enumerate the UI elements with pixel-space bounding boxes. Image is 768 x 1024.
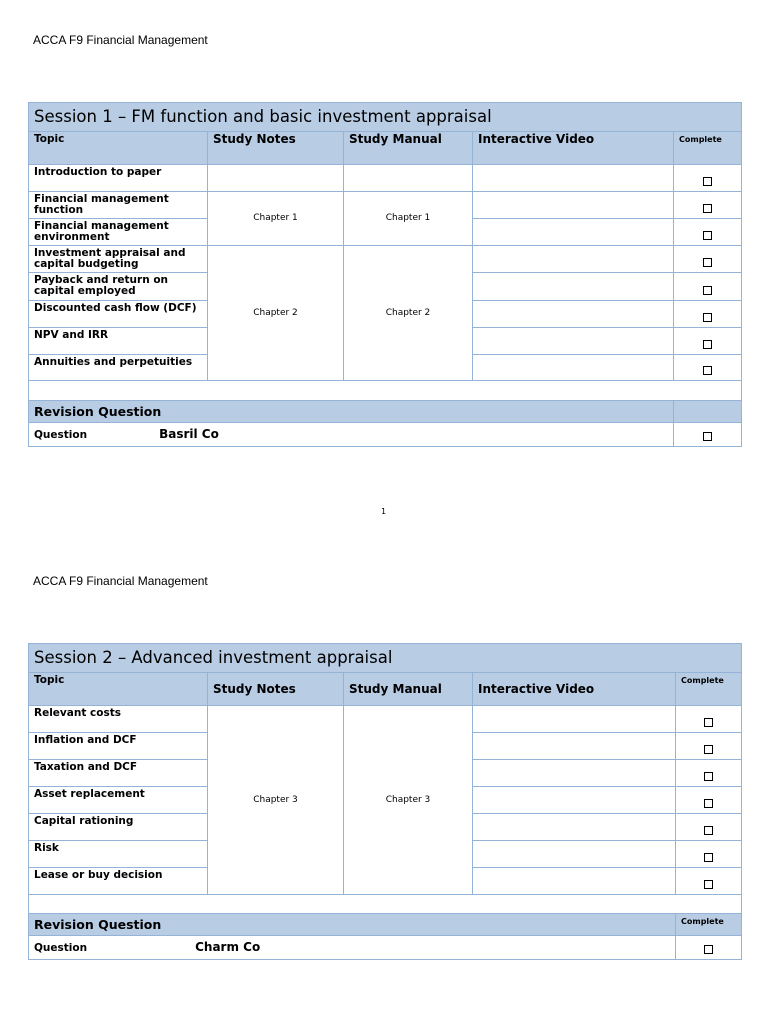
- video-cell[interactable]: [473, 841, 676, 868]
- topic-cell: Capital rationing: [29, 814, 208, 841]
- column-header-interactive-video: Interactive Video: [473, 673, 676, 706]
- complete-cell: [674, 301, 742, 328]
- complete-cell: [674, 219, 742, 246]
- video-cell[interactable]: [473, 787, 676, 814]
- topic-cell: Asset replacement: [29, 787, 208, 814]
- complete-cell: [674, 423, 742, 447]
- complete-checkbox[interactable]: [704, 945, 713, 954]
- column-header-complete: Complete: [676, 673, 742, 706]
- spacer-row: [29, 381, 742, 401]
- topic-cell: Payback and return on capital employed: [29, 273, 208, 301]
- video-cell[interactable]: [473, 760, 676, 787]
- study-manual-chapter[interactable]: Chapter 3: [344, 706, 473, 895]
- column-header-study-manual: Study Manual: [344, 673, 473, 706]
- complete-checkbox[interactable]: [703, 340, 712, 349]
- document-header: ACCA F9 Financial Management: [33, 33, 208, 47]
- complete-cell: [676, 760, 742, 787]
- revision-complete-header: Complete: [676, 914, 742, 936]
- topic-cell: Financial management environment: [29, 219, 208, 246]
- complete-cell: [676, 733, 742, 760]
- revision-question-header: Revision Question: [29, 914, 676, 936]
- table-row: [29, 246, 742, 273]
- column-header-interactive-video: Interactive Video: [473, 132, 674, 165]
- page-number: 1: [381, 507, 387, 516]
- question-label: Question: [34, 941, 88, 954]
- complete-checkbox[interactable]: [703, 258, 712, 267]
- spacer-cell: [29, 895, 742, 914]
- column-header-topic: Topic: [29, 673, 208, 706]
- complete-checkbox[interactable]: [704, 826, 713, 835]
- complete-checkbox[interactable]: [703, 286, 712, 295]
- video-cell[interactable]: [473, 219, 674, 246]
- complete-checkbox[interactable]: [704, 853, 713, 862]
- question-cell: [29, 423, 674, 447]
- topic-cell: NPV and IRR: [29, 328, 208, 355]
- complete-cell: [674, 165, 742, 192]
- column-header-study-manual: Study Manual: [344, 132, 473, 165]
- revision-complete-header: [674, 401, 742, 423]
- complete-cell: [674, 355, 742, 381]
- video-cell[interactable]: [473, 165, 674, 192]
- complete-checkbox[interactable]: [703, 432, 712, 441]
- question-name[interactable]: Charm Co: [195, 939, 261, 954]
- complete-checkbox[interactable]: [703, 204, 712, 213]
- video-cell[interactable]: [473, 814, 676, 841]
- study-notes-chapter[interactable]: Chapter 2: [208, 246, 344, 381]
- complete-checkbox[interactable]: [703, 366, 712, 375]
- complete-cell: [676, 868, 742, 895]
- study-manual-cell: [344, 165, 473, 192]
- complete-checkbox[interactable]: [703, 231, 712, 240]
- complete-cell: [676, 936, 742, 960]
- spacer-row: [29, 895, 742, 914]
- table-row: [29, 165, 742, 192]
- complete-cell: [676, 787, 742, 814]
- study-notes-cell: [208, 165, 344, 192]
- question-cell: [29, 936, 676, 960]
- topic-cell: Financial management function: [29, 192, 208, 219]
- complete-cell: [674, 328, 742, 355]
- topic-cell: Annuities and perpetuities: [29, 355, 208, 381]
- complete-cell: [674, 192, 742, 219]
- complete-cell: [674, 246, 742, 273]
- complete-cell: [676, 814, 742, 841]
- topic-cell: Taxation and DCF: [29, 760, 208, 787]
- complete-checkbox[interactable]: [704, 745, 713, 754]
- study-notes-chapter[interactable]: Chapter 1: [208, 192, 344, 246]
- complete-checkbox[interactable]: [703, 313, 712, 322]
- topic-cell: Inflation and DCF: [29, 733, 208, 760]
- column-header-topic: Topic: [29, 132, 208, 165]
- complete-cell: [676, 706, 742, 733]
- document-header: ACCA F9 Financial Management: [33, 574, 208, 588]
- topic-cell: Risk: [29, 841, 208, 868]
- question-name[interactable]: Basril Co: [159, 426, 219, 441]
- table-row: [29, 706, 742, 733]
- study-manual-chapter[interactable]: Chapter 2: [344, 246, 473, 381]
- study-manual-chapter[interactable]: Chapter 1: [344, 192, 473, 246]
- session-1-table: [28, 102, 742, 447]
- topic-cell: Introduction to paper: [29, 165, 208, 192]
- video-cell[interactable]: [473, 355, 674, 381]
- complete-cell: [674, 273, 742, 301]
- complete-checkbox[interactable]: [703, 177, 712, 186]
- complete-cell: [676, 841, 742, 868]
- session-2-table: [28, 643, 742, 960]
- question-row: [29, 423, 742, 447]
- column-header-study-notes: Study Notes: [208, 132, 344, 165]
- video-cell[interactable]: [473, 192, 674, 219]
- column-header-study-notes: Study Notes: [208, 673, 344, 706]
- question-label: Question: [34, 428, 88, 441]
- session-title: Session 1 – FM function and basic investment appraisal: [29, 103, 742, 132]
- video-cell[interactable]: [473, 733, 676, 760]
- topic-cell: Discounted cash flow (DCF): [29, 301, 208, 328]
- video-cell[interactable]: [473, 328, 674, 355]
- spacer-cell: [29, 381, 742, 401]
- video-cell[interactable]: [473, 706, 676, 733]
- complete-checkbox[interactable]: [704, 880, 713, 889]
- complete-checkbox[interactable]: [704, 772, 713, 781]
- revision-question-header: Revision Question: [29, 401, 674, 423]
- complete-checkbox[interactable]: [704, 718, 713, 727]
- column-header-complete: Complete: [674, 132, 742, 165]
- question-row: [29, 936, 742, 960]
- video-cell[interactable]: [473, 868, 676, 895]
- table-row: [29, 192, 742, 219]
- topic-cell: Investment appraisal and capital budgeting: [29, 246, 208, 273]
- video-cell[interactable]: [473, 246, 674, 273]
- study-notes-chapter[interactable]: Chapter 3: [208, 706, 344, 895]
- video-cell[interactable]: [473, 273, 674, 301]
- topic-cell: Relevant costs: [29, 706, 208, 733]
- session-title: Session 2 – Advanced investment appraisal: [29, 644, 742, 673]
- complete-checkbox[interactable]: [704, 799, 713, 808]
- topic-cell: Lease or buy decision: [29, 868, 208, 895]
- video-cell[interactable]: [473, 301, 674, 328]
